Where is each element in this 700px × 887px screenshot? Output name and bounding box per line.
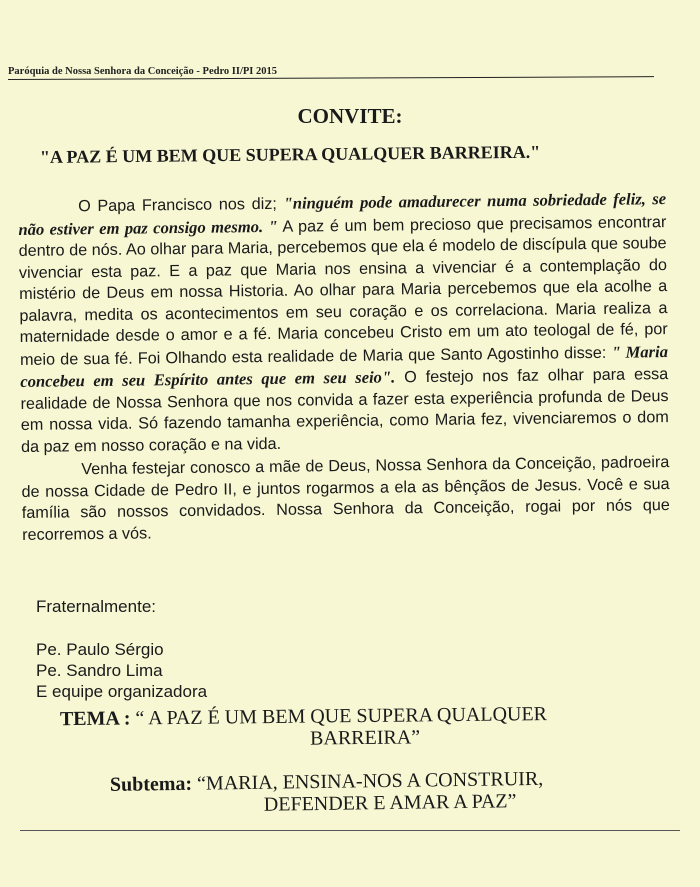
- spacer: [36, 617, 207, 639]
- p1-mid: A paz é um bem precioso que precisamos encontrar dentro de nós. Ao olhar para Maria, percebemos que ela é modelo de discípula que soube vivenciar esta paz. E a paz que Maria nos ensina a vivenciar é a contemplação do mistério de Deus em nossa Historia. Ao olhar para Maria percebemos que ela acolhe a palavra, medita os acontecimentos em seu coração e os correlaciona. Maria realiza a maternidade desde o amor e a fé. Maria concebeu Cristo em um ato teologal de fé, por meio de sua fé. Foi Olhando esta realidade de Maria que Santo Agostinho disse:: [18, 212, 668, 369]
- page-title: CONVITE:: [297, 104, 403, 128]
- body-text: [18, 188, 670, 546]
- salutation: Fraternalmente:: [36, 597, 156, 616]
- pope-quote: "ninguém pode amadurecer numa sobriedade feliz, se não estiver em paz consigo mesmo. ": [18, 189, 667, 239]
- headline: "A PAZ É UM BEM QUE SUPERA QUALQUER BARREIRA.": [39, 141, 541, 167]
- paragraph-2: Venha festejar conosco a mãe de Deus, Nossa Senhora da Conceição, padroeira de nossa Cidade de Pedro II, e juntos rogarmos a ela as bênçãos de Jesus. Você e sua família são nossos convidados. Nossa Senhora da Conceição, rogai por nós que recorremos a vós.: [21, 453, 670, 544]
- tema-label: TEMA :: [59, 707, 131, 731]
- footer-rule: [20, 830, 680, 831]
- p1-intro: O Papa Francisco nos diz;: [78, 194, 284, 216]
- signer-3: E equipe organizadora: [36, 682, 208, 701]
- p1-end: O festejo nos faz olhar para essa realidade de Nossa Senhora que nos convida a fazer esta experiência profunda de Deus em nossa vida. Só fazendo tamanha experiência, como Maria fez, vivenciaremos o dom da paz em nosso coração e na vida.: [20, 365, 669, 456]
- subtema-label: Subtema:: [109, 772, 193, 796]
- subtema-text-2: DEFENDER E AMAR A PAZ”: [263, 790, 517, 816]
- tema-line-1: [60, 702, 670, 730]
- augustine-quote: " Maria concebeu em seu Espírito antes que em seu seio".: [20, 341, 669, 391]
- signer-1: Pe. Paulo Sérgio: [36, 640, 164, 659]
- tema-text-2: BARREIRA”: [310, 726, 421, 750]
- tema: [60, 702, 670, 752]
- parish-header: Paróquia de Nossa Senhora da Conceição - Pedro II/PI 2015: [8, 66, 278, 77]
- subtema: [110, 766, 671, 818]
- tema-text-1: “ A PAZ É UM BEM QUE SUPERA QUALQUER: [130, 703, 548, 730]
- subtema-text-1: “MARIA, ENSINA-NOS A CONSTRUIR,: [191, 767, 544, 795]
- paragraph-1: [18, 188, 669, 458]
- signer-2: Pe. Sandro Lima: [36, 661, 163, 680]
- closing: [36, 596, 207, 702]
